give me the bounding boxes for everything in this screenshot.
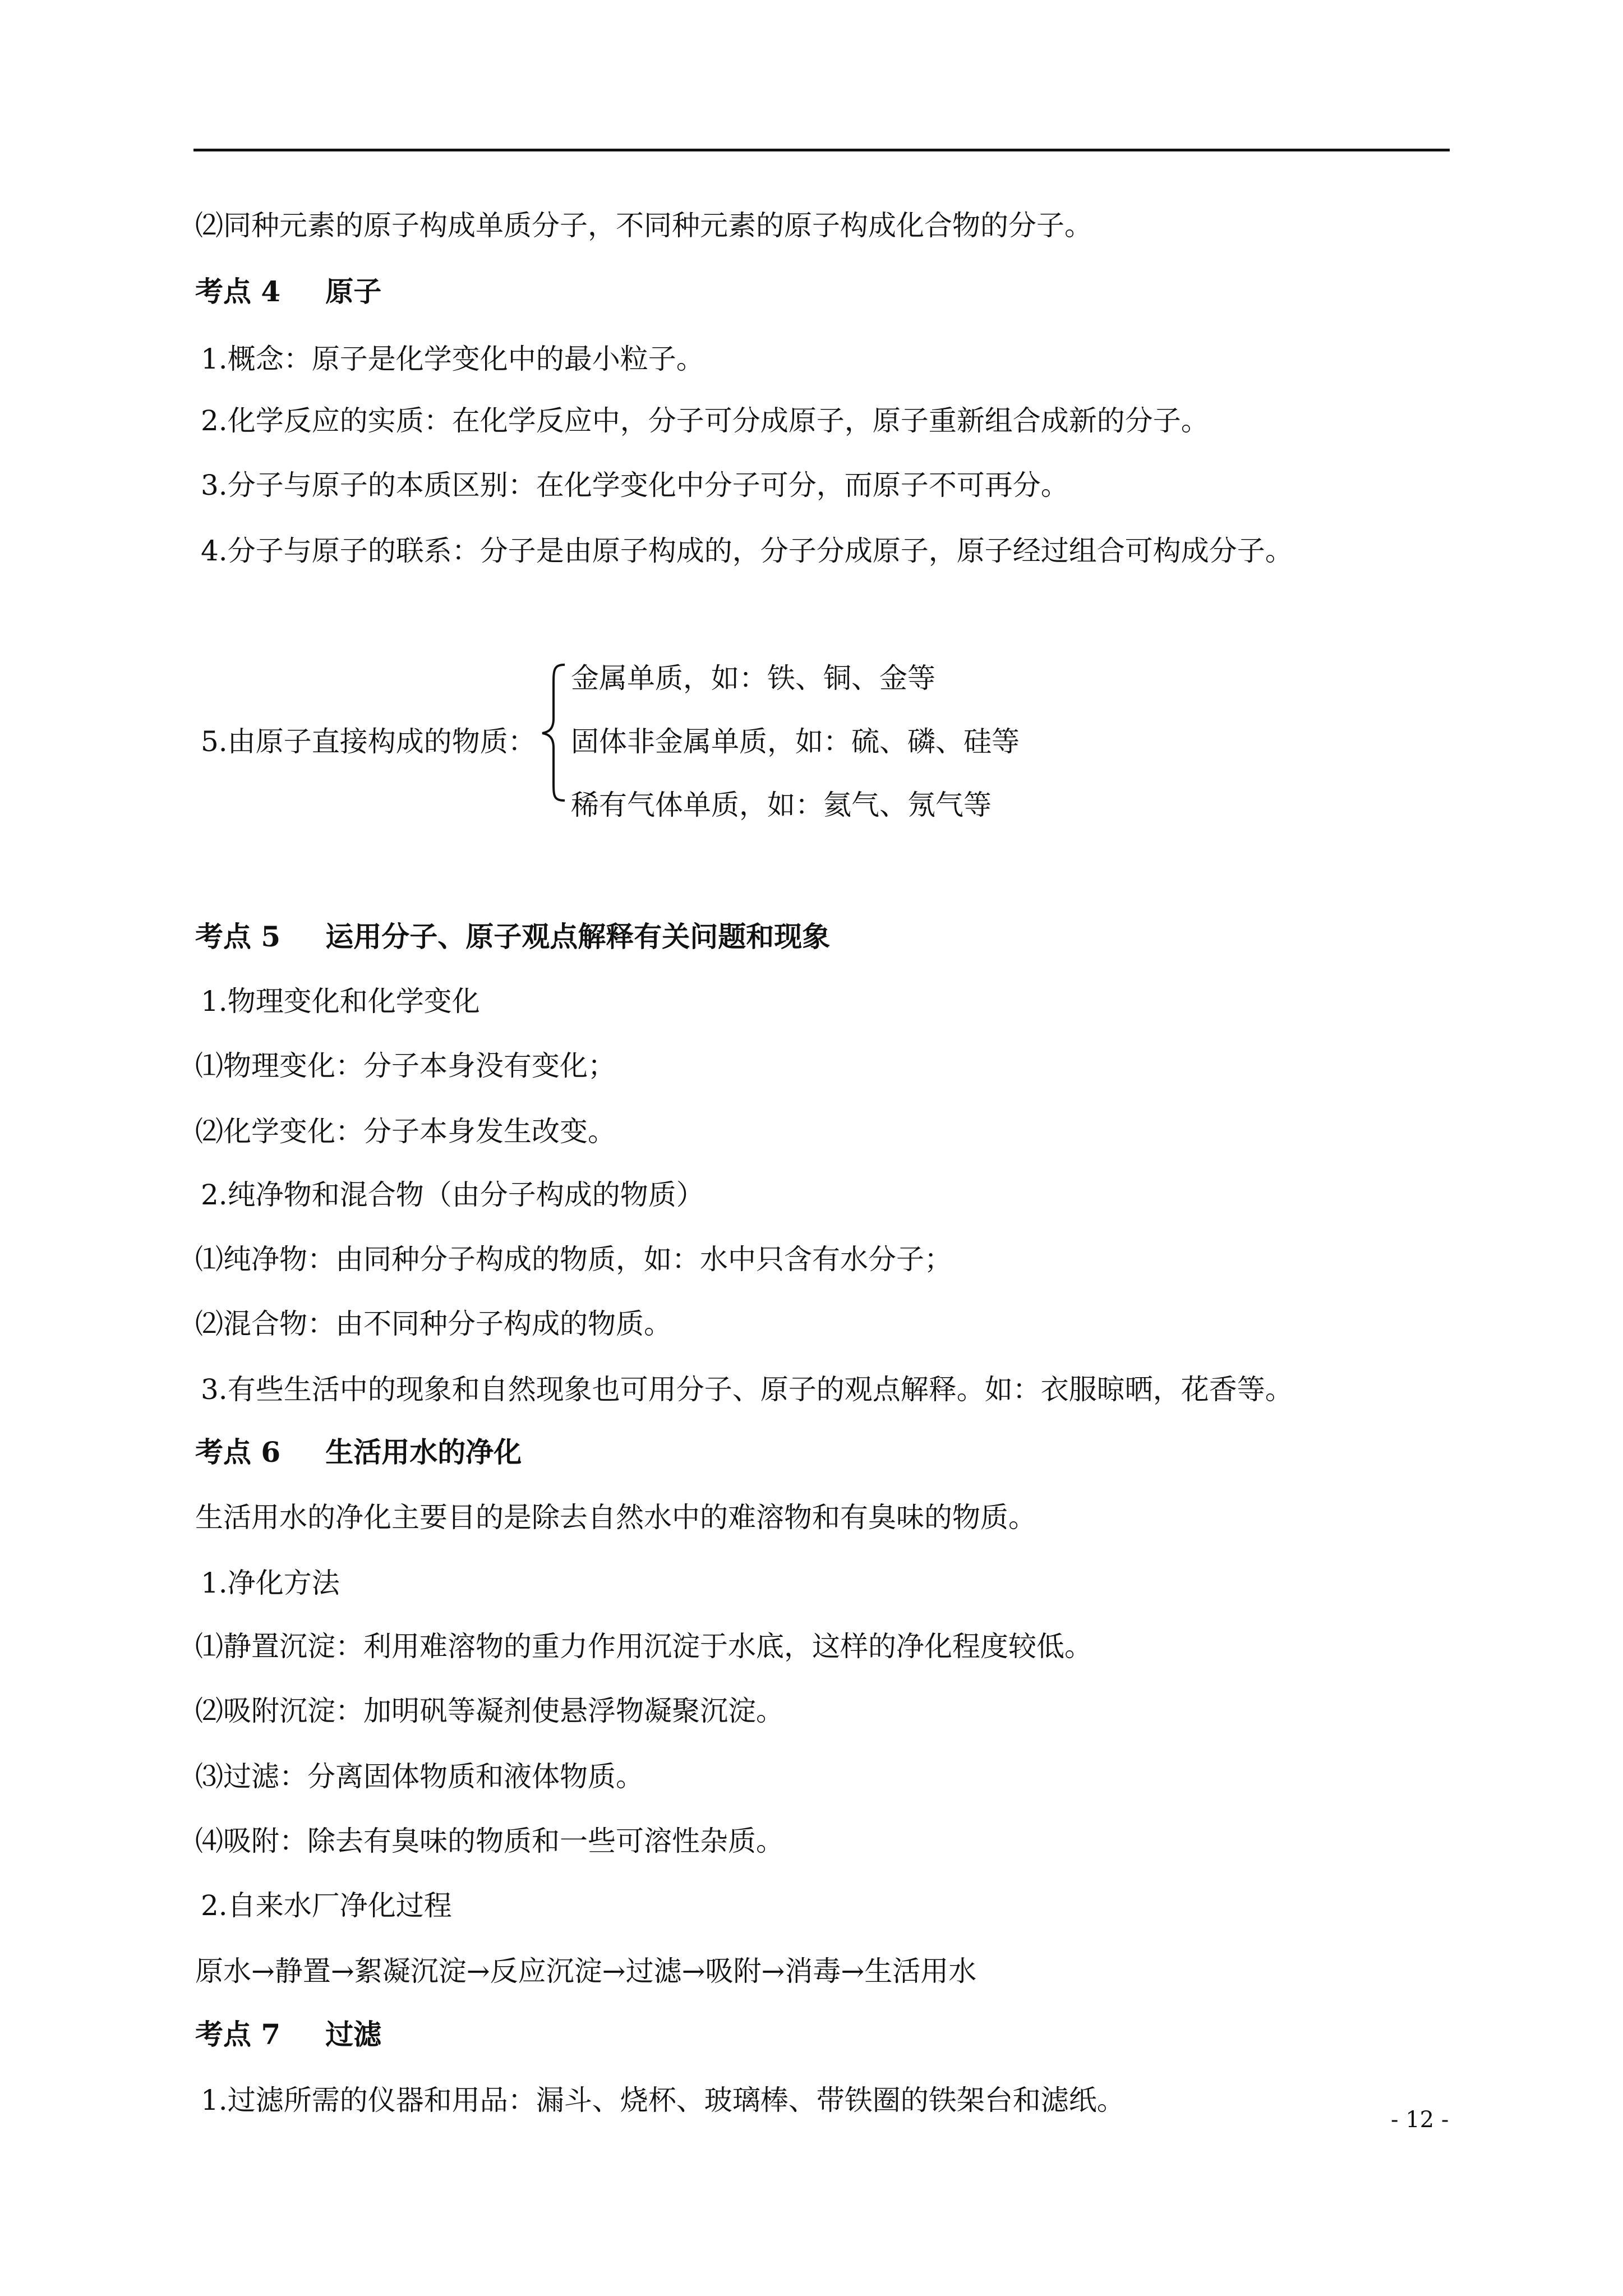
text-line: 4.分子与原子的联系：分子是由原子构成的，分子分成原子，原子经过组合可构成分子。	[201, 535, 1293, 567]
text-line: ⑵混合物：由不同种分子构成的物质。	[195, 1308, 672, 1340]
text-line: 1.物理变化和化学变化	[201, 985, 480, 1018]
text-line: ⑵同种元素的原子构成单质分子，不同种元素的原子构成化合物的分子。	[195, 209, 1092, 242]
text-line: ⑴物理变化：分子本身没有变化；	[195, 1050, 616, 1082]
text-line: ⑷吸附：除去有臭味的物质和一些可溶性杂质。	[195, 1825, 784, 1857]
brace-item: 金属单质，如：铁、铜、金等	[571, 662, 935, 694]
text-line: ⑵化学变化：分子本身发生改变。	[195, 1115, 616, 1148]
heading-title: 过滤	[325, 2018, 382, 2051]
text-line: ⑴纯净物：由同种分子构成的物质，如：水中只含有水分子；	[195, 1243, 952, 1276]
text-line: ⑶过滤：分离固体物质和液体物质。	[195, 1760, 644, 1793]
text-line: 3.分子与原子的本质区别：在化学变化中分子可分，而原子不可再分。	[201, 469, 1069, 501]
heading-title: 原子	[325, 275, 382, 308]
section-heading-5	[195, 919, 830, 955]
atom-substances-brace	[201, 642, 1154, 833]
brace-label: 5.由原子直接构成的物质：	[201, 725, 536, 758]
text-line: 原水→静置→絮凝沉淀→反应沉淀→过滤→吸附→消毒→生活用水	[195, 1955, 977, 1987]
text-line: 2.自来水厂净化过程	[201, 1889, 452, 1922]
heading-number: 考点 4	[195, 275, 281, 308]
text-line: 1.过滤所需的仪器和用品：漏斗、烧杯、玻璃棒、带铁圈的铁架台和滤纸。	[201, 2084, 1125, 2116]
heading-number: 考点 6	[195, 1435, 281, 1469]
text-line: 1.概念：原子是化学变化中的最小粒子。	[201, 343, 704, 375]
text-line: 2.化学反应的实质：在化学反应中，分子可分成原子，原子重新组合成新的分子。	[201, 404, 1209, 437]
header-rule	[193, 149, 1450, 151]
heading-title: 运用分子、原子观点解释有关问题和现象	[325, 920, 831, 953]
section-heading-4	[195, 274, 381, 310]
text-line: 3.有些生活中的现象和自然现象也可用分子、原子的观点解释。如：衣服晾晒，花香等。	[201, 1373, 1293, 1406]
brace-item: 固体非金属单质，如：硫、磷、硅等	[571, 725, 1020, 758]
section-heading-6	[195, 1434, 522, 1470]
heading-number: 考点 5	[195, 920, 281, 953]
text-line: ⑵吸附沉淀：加明矾等凝剂使悬浮物凝聚沉淀。	[195, 1695, 784, 1727]
heading-number: 考点 7	[195, 2018, 281, 2051]
text-line: 1.净化方法	[201, 1567, 340, 1599]
section-heading-7	[195, 2017, 381, 2053]
text-line: ⑴静置沉淀：利用难溶物的重力作用沉淀于水底，这样的净化程度较低。	[195, 1630, 1092, 1663]
page-number: - 12 -	[1391, 2107, 1449, 2133]
curly-brace-icon	[540, 662, 568, 803]
heading-title: 生活用水的净化	[325, 1435, 522, 1469]
text-line: 生活用水的净化主要目的是除去自然水中的难溶物和有臭味的物质。	[195, 1501, 1036, 1534]
brace-item: 稀有气体单质，如：氦气、氖气等	[571, 789, 992, 821]
text-line: 2.纯净物和混合物（由分子构成的物质）	[201, 1179, 704, 1211]
